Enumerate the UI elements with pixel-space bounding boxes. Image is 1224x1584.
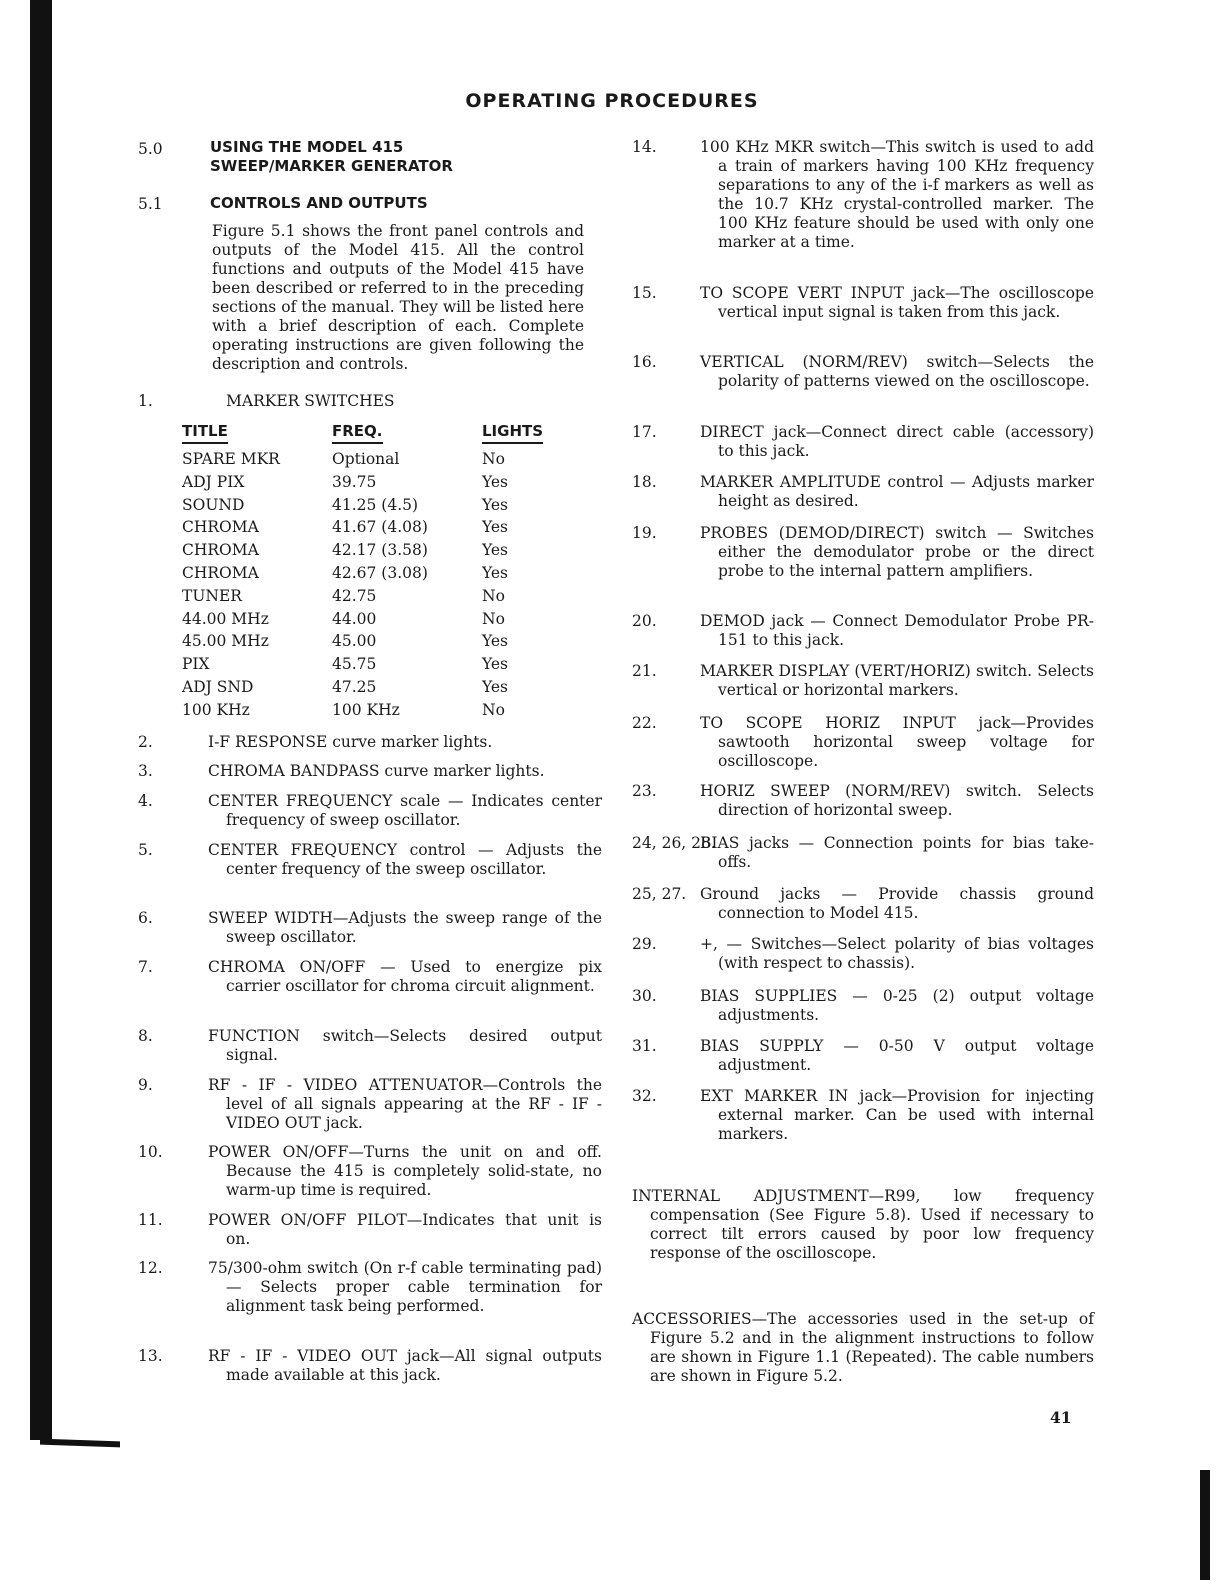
item-number: 12. bbox=[138, 1259, 163, 1277]
item-text: TO SCOPE HORIZ INPUT jack—Provides sawtooth horizontal sweep voltage for oscilloscope. bbox=[700, 714, 1094, 770]
internal-adjustment-paragraph: INTERNAL ADJUSTMENT—R99, low frequency compensation (See Figure 5.8). Used if necessary to correct tilt errors caused by poor low frequency response of the oscilloscope. bbox=[632, 1187, 1094, 1262]
table-cell: ADJ PIX bbox=[182, 472, 245, 491]
item-number: 30. bbox=[632, 987, 657, 1005]
item-number: 14. bbox=[632, 138, 657, 156]
item-text: VERTICAL (NORM/REV) switch—Selects the polarity of patterns viewed on the oscilloscope. bbox=[700, 353, 1094, 390]
table-cell: 100 KHz bbox=[332, 700, 400, 719]
item-number: 20. bbox=[632, 612, 657, 630]
item-text: CHROMA ON/OFF — Used to energize pix carrier oscillator for chroma circuit alignment. bbox=[208, 958, 602, 995]
table-cell: 45.00 MHz bbox=[182, 632, 269, 651]
table-row bbox=[178, 608, 562, 631]
table-cell: CHROMA bbox=[182, 563, 259, 582]
table-row bbox=[178, 494, 562, 517]
table-row bbox=[178, 653, 562, 676]
table-cell: 41.25 (4.5) bbox=[332, 495, 419, 514]
item-number: 23. bbox=[632, 782, 657, 800]
table-row bbox=[178, 585, 562, 608]
item-text: I-F RESPONSE curve marker lights. bbox=[208, 733, 493, 751]
table-row bbox=[178, 630, 562, 653]
item-text: POWER ON/OFF—Turns the unit on and off. Because the 415 is completely solid-state, no warm-up time is required. bbox=[208, 1143, 602, 1199]
page-edge-shadow-foot bbox=[40, 1439, 120, 1448]
item-number: 4. bbox=[138, 792, 153, 810]
item-text: HORIZ SWEEP (NORM/REV) switch. Selects direction of horizontal sweep. bbox=[700, 782, 1094, 819]
table-cell: 100 KHz bbox=[182, 700, 250, 719]
item-number: 19. bbox=[632, 524, 657, 542]
table-cell: Yes bbox=[482, 518, 509, 537]
table-cell: Yes bbox=[482, 495, 509, 514]
item-text: CENTER FREQUENCY scale — Indicates center frequency of sweep oscillator. bbox=[208, 792, 602, 829]
item-text: RF - IF - VIDEO OUT jack—All signal outputs made available at this jack. bbox=[208, 1347, 602, 1384]
page-edge-shadow-left bbox=[30, 0, 52, 1440]
item-text: FUNCTION switch—Selects desired output signal. bbox=[208, 1027, 602, 1064]
table-cell: 42.67 (3.08) bbox=[332, 563, 428, 582]
table-cell: 47.25 bbox=[332, 677, 377, 696]
item-text: DIRECT jack—Connect direct cable (accessory) to this jack. bbox=[700, 423, 1094, 460]
item-text: EXT MARKER IN jack—Provision for injecting external marker. Can be used with internal markers. bbox=[700, 1087, 1094, 1143]
section-heading: CONTROLS AND OUTPUTS bbox=[210, 194, 428, 212]
item-number: 3. bbox=[138, 762, 153, 780]
item-text: POWER ON/OFF PILOT—Indicates that unit is on. bbox=[208, 1211, 602, 1248]
item-text: MARKER SWITCHES bbox=[226, 392, 395, 410]
table-cell: Yes bbox=[482, 655, 509, 674]
item-number: 21. bbox=[632, 662, 657, 680]
table-cell: 45.75 bbox=[332, 655, 377, 674]
table-row bbox=[178, 516, 562, 539]
item-text: MARKER DISPLAY (VERT/HORIZ) switch. Selects vertical or horizontal markers. bbox=[700, 662, 1094, 699]
item-number: 29. bbox=[632, 935, 657, 953]
item-number: 10. bbox=[138, 1143, 163, 1161]
item-text: TO SCOPE VERT INPUT jack—The oscilloscope vertical input signal is taken from this jack. bbox=[700, 284, 1094, 321]
table-cell: Yes bbox=[482, 677, 509, 696]
table-row bbox=[178, 539, 562, 562]
section-number: 5.0 bbox=[138, 140, 163, 158]
item-text: CENTER FREQUENCY control — Adjusts the center frequency of the sweep oscillator. bbox=[208, 841, 602, 878]
item-number: 1. bbox=[138, 392, 153, 410]
table-cell: Optional bbox=[332, 450, 400, 468]
item-text: BIAS SUPPLY — 0-50 V output voltage adjustment. bbox=[700, 1037, 1094, 1074]
table-cell: 45.00 bbox=[332, 632, 377, 651]
table-cell: SOUND bbox=[182, 495, 245, 514]
table-row bbox=[178, 448, 562, 471]
item-text: Ground jacks — Provide chassis ground connection to Model 415. bbox=[700, 885, 1094, 922]
item-number: 2. bbox=[138, 733, 153, 751]
item-text: 100 KHz MKR switch—This switch is used to add a train of markers having 100 KHz frequency separations to any of the i-f markers as well as the 10.7 KHz crystal-controlled marker. The 100 KHz feature should be used with only one marker at a time. bbox=[700, 138, 1094, 251]
item-text: +, — Switches—Select polarity of bias voltages (with respect to chassis). bbox=[700, 935, 1094, 972]
item-text: DEMOD jack — Connect Demodulator Probe PR-151 to this jack. bbox=[700, 612, 1094, 649]
table-header: LIGHTS bbox=[478, 420, 562, 448]
page-title: OPERATING PROCEDURES bbox=[465, 90, 759, 112]
item-number: 32. bbox=[632, 1087, 657, 1105]
item-text: CHROMA BANDPASS curve marker lights. bbox=[208, 762, 545, 780]
section-paragraph: Figure 5.1 shows the front panel controls and outputs of the Model 415. All the control functions and outputs of the Model 415 have been described or referred to in the preceding sections of the manual. They will be listed here with a brief description of each. Complete operating instructions are given following the description and controls. bbox=[212, 222, 584, 373]
item-number: 9. bbox=[138, 1076, 153, 1094]
item-number: 24, 26, 28. bbox=[632, 834, 716, 852]
table-cell: Yes bbox=[482, 541, 509, 560]
table-cell: SPARE MKR bbox=[182, 450, 280, 468]
marker-switch-table bbox=[178, 420, 562, 722]
item-text: MARKER AMPLITUDE control — Adjusts marker height as desired. bbox=[700, 473, 1094, 510]
table-row bbox=[178, 699, 562, 722]
item-number: 22. bbox=[632, 714, 657, 732]
item-number: 31. bbox=[632, 1037, 657, 1055]
page-edge-shadow-right bbox=[1200, 1470, 1210, 1580]
item-text: RF - IF - VIDEO ATTENUATOR—Controls the level of all signals appearing at the RF - IF - VIDEO OUT jack. bbox=[208, 1076, 602, 1132]
table-header: TITLE bbox=[178, 420, 328, 448]
table-cell: Yes bbox=[482, 472, 509, 491]
table-row bbox=[178, 471, 562, 494]
table-cell: CHROMA bbox=[182, 541, 259, 560]
item-number: 25, 27. bbox=[632, 885, 687, 903]
item-number: 5. bbox=[138, 841, 153, 859]
table-row bbox=[178, 562, 562, 585]
item-number: 13. bbox=[138, 1347, 163, 1365]
section-number: 5.1 bbox=[138, 195, 163, 213]
table-cell: No bbox=[482, 450, 505, 468]
item-number: 7. bbox=[138, 958, 153, 976]
table-cell: Yes bbox=[482, 632, 509, 651]
item-text: BIAS SUPPLIES — 0-25 (2) output voltage adjustments. bbox=[700, 987, 1094, 1024]
table-cell: 44.00 bbox=[332, 609, 377, 628]
item-text: SWEEP WIDTH—Adjusts the sweep range of the sweep oscillator. bbox=[208, 909, 602, 946]
table-cell: No bbox=[482, 700, 505, 719]
table-cell: ADJ SND bbox=[182, 677, 254, 696]
item-number: 11. bbox=[138, 1211, 163, 1229]
table-cell: 42.75 bbox=[332, 586, 377, 605]
table-cell: No bbox=[482, 586, 505, 605]
item-text: BIAS jacks — Connection points for bias take-offs. bbox=[700, 834, 1094, 871]
item-number: 16. bbox=[632, 353, 657, 371]
table-cell: 44.00 MHz bbox=[182, 609, 269, 628]
section-heading: USING THE MODEL 415 SWEEP/MARKER GENERATOR bbox=[210, 138, 453, 175]
item-number: 8. bbox=[138, 1027, 153, 1045]
table-cell: No bbox=[482, 609, 505, 628]
item-number: 18. bbox=[632, 473, 657, 491]
table-header: FREQ. bbox=[328, 420, 478, 448]
table-cell: 41.67 (4.08) bbox=[332, 518, 428, 537]
item-number: 15. bbox=[632, 284, 657, 302]
accessories-paragraph: ACCESSORIES—The accessories used in the set-up of Figure 5.2 and in the alignment instructions to follow are shown in Figure 1.1 (Repeated). The cable numbers are shown in Figure 5.2. bbox=[632, 1310, 1094, 1385]
table-cell: 42.17 (3.58) bbox=[332, 541, 428, 560]
table-cell: TUNER bbox=[182, 586, 242, 605]
table-cell: CHROMA bbox=[182, 518, 259, 537]
item-number: 6. bbox=[138, 909, 153, 927]
item-text: 75/300-ohm switch (On r-f cable terminating pad) — Selects proper cable termination for alignment task being performed. bbox=[208, 1259, 602, 1315]
item-text: PROBES (DEMOD/DIRECT) switch — Switches either the demodulator probe or the direct probe to the internal pattern amplifiers. bbox=[700, 524, 1094, 580]
table-cell: PIX bbox=[182, 655, 210, 674]
table-cell: Yes bbox=[482, 563, 509, 582]
table-cell: 39.75 bbox=[332, 472, 377, 491]
page-number: 41 bbox=[1050, 1408, 1072, 1427]
table-row bbox=[178, 676, 562, 699]
item-number: 17. bbox=[632, 423, 657, 441]
